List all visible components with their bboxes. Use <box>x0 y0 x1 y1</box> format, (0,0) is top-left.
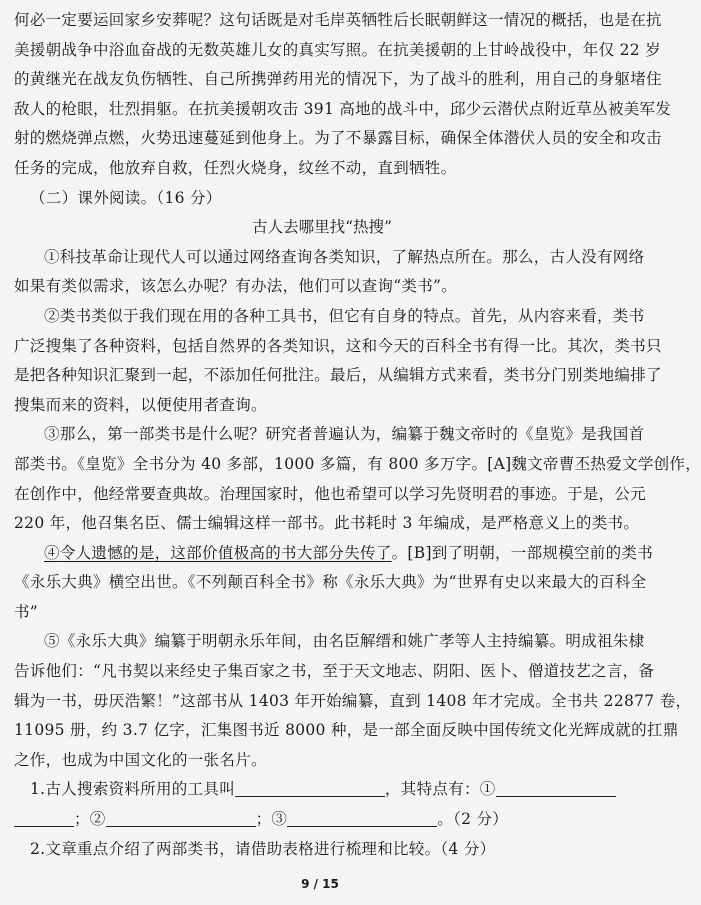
paragraph-5-line: 告诉他们：“凡书契以来经史子集百家之书，至于天文地志、阴阳、医卜、僧道技艺之言，备 <box>14 662 655 681</box>
question-1-text: 。（2 分） <box>437 810 509 829</box>
paragraph-3-line: 220 年，他召集名臣、儒士编辑这样一部书。此书耗时 3 年编成，是严格意义上的类书。 <box>14 514 640 533</box>
paragraph-2-line: 搜集而来的资料，以便使用者查询。 <box>14 395 267 414</box>
paragraph-1-line: 如果有类似需求，该怎么办呢？有办法，他们可以查询“类书”。 <box>14 277 458 296</box>
passage-line: 美援朝战争中浴血奋战的无数英雄儿女的真实写照。在抗美援朝的上甘岭战役中，年仅 22 岁 <box>14 40 661 59</box>
question-1-line <box>14 805 630 835</box>
passage-line: 何必一定要运回家乡安葬呢？这句话既是对毛岸英牺牲后长眠朝鲜这一情况的概括，也是在抗 <box>14 11 662 29</box>
passage-line: 射的燃烧弹点燃，火势迅速蔓延到他身上。为了不暴露目标，确保全体潜伏人员的安全和攻击 <box>14 129 662 148</box>
answer-blank[interactable] <box>287 810 437 827</box>
paragraph-4-line <box>14 539 654 569</box>
underlined-sentence: 令人遗憾的是，这部价值极高的书大部分失传了 <box>59 543 392 562</box>
paragraph-4-number: ④ <box>44 543 60 562</box>
paragraph-5-line: ⑤《永乐大典》编纂于明朝永乐年间，由名臣解缙和姚广孝等人主持编纂。明成祖朱棣 <box>44 632 645 651</box>
paragraph-3-line: 部类书。《皇览》全书分为 40 多部，1000 多篇，有 800 多万字。[A]魏文帝曹丕热爱文学创作， <box>14 454 701 473</box>
paragraph-5-line: 11095 册，约 3.7 亿字，汇集图书近 8000 种，是一部全面反映中国传统文化光辉成就的扛鼎 <box>14 721 679 740</box>
paragraph-4-line: 《永乐大典》横空出世。《不列颠百科全书》称《永乐大典》为“世界有史以来最大的百科全 <box>14 573 647 592</box>
answer-blank[interactable] <box>14 810 74 827</box>
question-1-line <box>14 775 630 805</box>
question-1-text: ，其特点有：① <box>385 780 496 799</box>
paragraph-4-line: 书” <box>14 602 39 621</box>
article-title: 古人去哪里找“热搜” <box>252 218 392 237</box>
paragraph-1-line: ①科技革命让现代人可以通过网络查询各类知识，了解热点所在。那么，古人没有网络 <box>44 247 645 266</box>
passage-line: 任务的完成，他放弃自救，任烈火烧身，纹丝不动，直到牺牲。 <box>14 158 457 177</box>
question-2: 2.文章重点介绍了两部类书，请借助表格进行梳理和比较。（4 分） <box>30 839 496 858</box>
question-1-text: ；③ <box>255 810 288 829</box>
paragraph-3-line: ③那么，第一部类书是什么呢？研究者普遍认为，编纂于魏文帝时的《皇览》是我国首 <box>44 425 645 444</box>
paragraph-2-line: 是把各种知识汇聚到一起，不添加任何批注。最后，从编辑方式来看，类书分门别类地编排了 <box>14 366 662 385</box>
question-1-text: 1.古人搜索资料所用的工具叫 <box>30 780 235 799</box>
passage-line: 的黄继光在战友负伤牺牲、自己所携弹药用光的情况下，为了战斗的胜利，用自己的身躯堵住 <box>14 70 662 89</box>
answer-blank[interactable] <box>106 810 256 827</box>
answer-blank[interactable] <box>235 780 385 797</box>
section-heading: （二）课外阅读。（16 分） <box>30 188 222 207</box>
question-1-text: ；② <box>74 810 106 829</box>
page-number: 9 / 15 <box>301 877 339 891</box>
paragraph-2-line: 广泛搜集了各种资料，包括自然界的各类知识，这和今天的百科全书有得一比。其次，类书只 <box>14 336 662 355</box>
paragraph-5-line: 之作，也成为中国文化的一张名片。 <box>14 750 267 769</box>
answer-blank[interactable] <box>496 780 616 797</box>
paragraph-4-rest: 。[B]到了明朝，一部规模空前的类书 <box>391 543 654 562</box>
paragraph-3-line: 在创作中，他经常要查典故。治理国家时，他也希望可以学习先贤明君的事迹。于是，公元 <box>14 484 647 503</box>
paragraph-2-line: ②类书类似于我们现在用的各种工具书，但它有自身的特点。首先，从内容来看，类书 <box>44 306 645 325</box>
document-page <box>14 6 701 864</box>
paragraph-5-line: 辑为一书，毋厌浩繁！”这部书从 1403 年开始编纂，直到 1408 年才完成。全书共 22877 卷， <box>14 691 692 710</box>
passage-line: 敌人的枪眼，壮烈捐躯。在抗美援朝攻击 391 高地的战斗中，邱少云潜伏点附近草丛被美军发 <box>14 99 672 118</box>
